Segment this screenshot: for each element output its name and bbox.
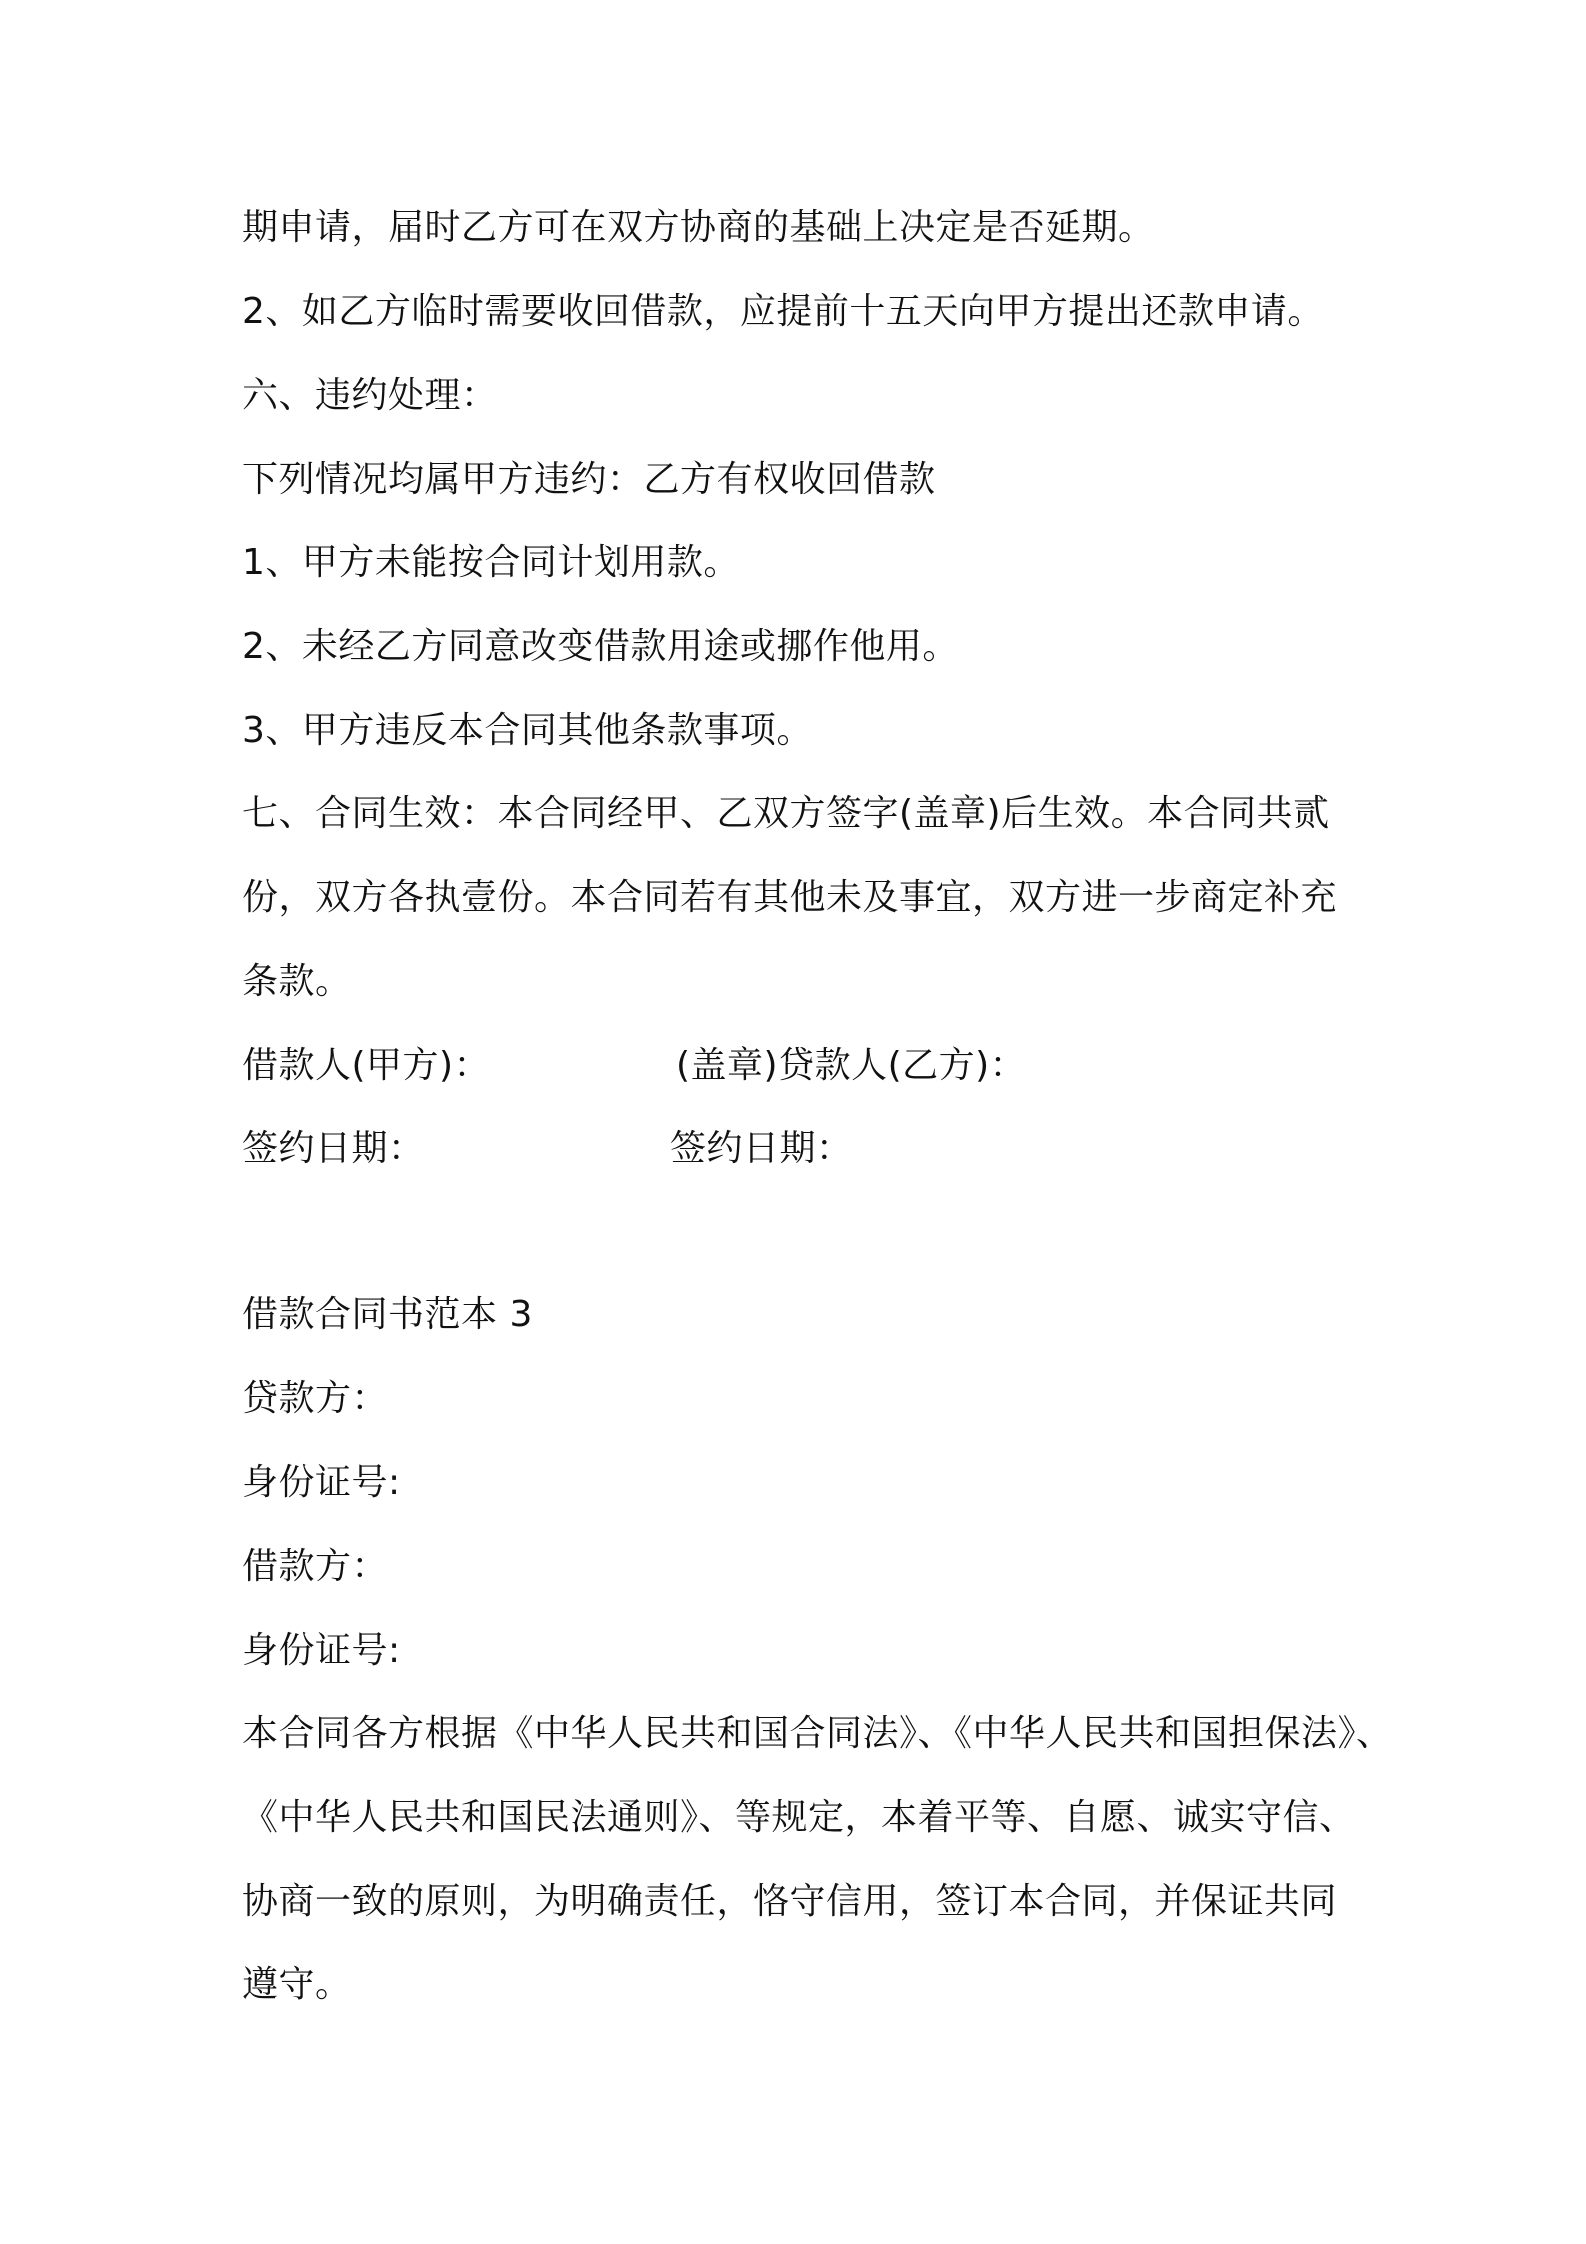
lender-field: 贷款方： <box>242 1378 389 1419</box>
paragraph-line: 份，双方各执壹份。本合同若有其他未及事宜，双方进一步商定补充 <box>242 877 1338 918</box>
paragraph-line: 条款。 <box>242 961 352 1002</box>
paragraph-line: 2、如乙方临时需要收回借款，应提前十五天向甲方提出还款申请。 <box>242 291 1324 332</box>
list-item: 1、甲方未能按合同计划用款。 <box>242 542 740 583</box>
section-heading: 七、合同生效：本合同经甲、乙双方签字(盖章)后生效。本合同共贰 <box>242 793 1330 834</box>
paragraph-line: 本合同各方根据《中华人民共和国合同法》、《中华人民共和国担保法》、 <box>242 1713 1393 1754</box>
list-item: 2、未经乙方同意改变借款用途或挪作他用。 <box>242 626 959 667</box>
sign-date-left: 签约日期： <box>242 1128 425 1169</box>
borrower-signature-label: 借款人(甲方)： <box>242 1045 491 1086</box>
sign-date-right: 签约日期： <box>670 1128 853 1169</box>
borrower-field: 借款方： <box>242 1546 389 1587</box>
section-title: 借款合同书范本 3 <box>242 1294 533 1335</box>
lender-signature-label: (盖章)贷款人(乙方)： <box>676 1045 1027 1086</box>
paragraph-line: 下列情况均属甲方违约：乙方有权收回借款 <box>242 459 936 500</box>
paragraph-line: 《中华人民共和国民法通则》、等规定，本着平等、自愿、诚实守信、 <box>242 1797 1356 1838</box>
list-item: 3、甲方违反本合同其他条款事项。 <box>242 710 813 751</box>
section-heading: 六、违约处理： <box>242 375 498 416</box>
paragraph-line: 协商一致的原则，为明确责任，恪守信用，签订本合同，并保证共同 <box>242 1881 1338 1922</box>
lender-id-field: 身份证号: <box>242 1462 401 1503</box>
paragraph-line: 遵守。 <box>242 1964 352 2005</box>
paragraph-line: 期申请，届时乙方可在双方协商的基础上决定是否延期。 <box>242 207 1155 248</box>
borrower-id-field: 身份证号: <box>242 1630 401 1671</box>
